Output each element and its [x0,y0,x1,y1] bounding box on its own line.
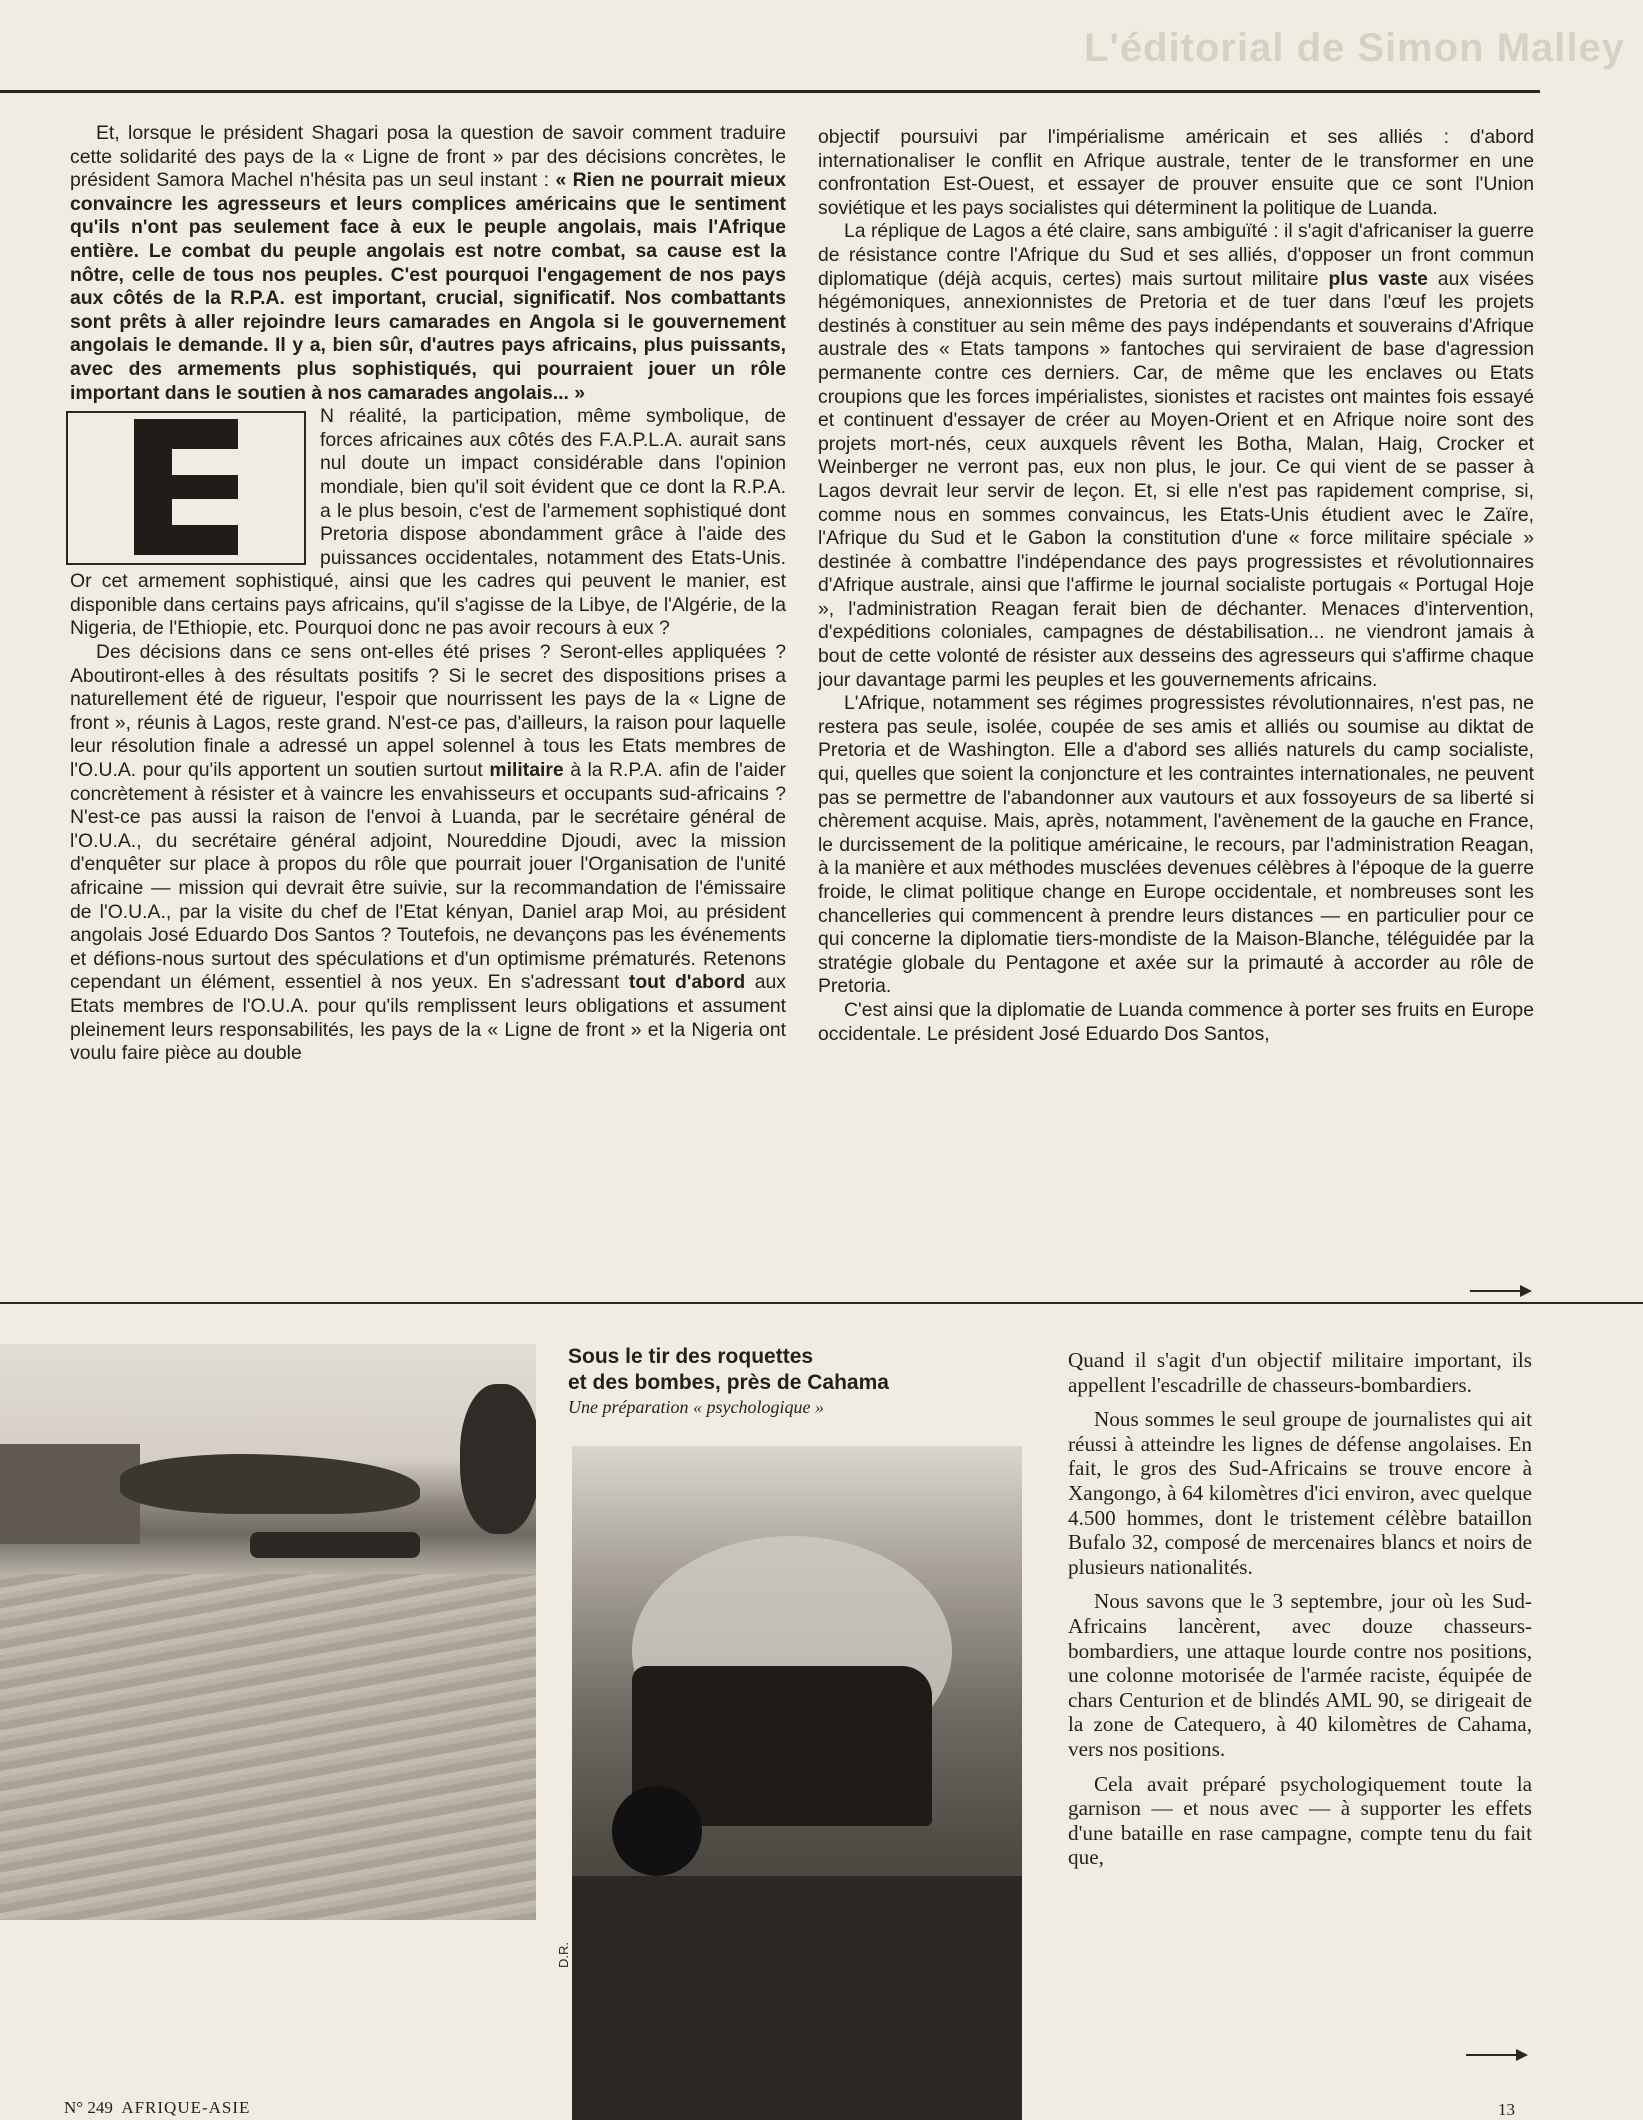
photo-burning-truck [572,1446,1022,2120]
caption-title-line-1: Sous le tir des roquettes [568,1345,814,1368]
paragraph-decisions: Des décisions dans ce sens ont-elles été prises ? Seront-elles appliquées ? Aboutiront-elles à des résultats positifs ? Si le secret des dispositions prises a naturellement été de rigueur, l'espoir que nourrissent les pays de la « Ligne de front », réunis à Lagos, reste grand. N'est-ce pas, d'ailleurs, la raison pour laquelle leur résolution finale a adressé un appel solennel à tous les Etats membres de l'O.U.A. pour qu'ils apportent un soutien surtout militaire à la R.P.A. afin de l'aider concrètement à résister et à vaincre les envahisseurs et occupants sud-africains ? N'est-ce pas aussi la raison de l'envoi à Luanda, par le secrétaire général de l'O.U.A., du secrétaire général adjoint, Noureddine Djoudi, avec la mission d'enquêter sur place à propos du rôle que pourrait jouer l'Organisation de l'unité africaine — mission qui devrait être suivie, sur la recommandation de l'émissaire de l'O.U.A., par la visite du chef de l'Etat kényan, Daniel arap Moi, au président angolais José Eduardo Dos Santos ? Toutefois, ne devançons pas les événements et défions-nous surtout des spéculations et d'un optimisme prématurés. Retenons cependant un élément, essentiel à nos yeux. En s'adressant tout d'abord aux Etats membres de l'O.U.A. pour qu'ils remplissent leurs obligations et assument pleinement leurs responsabilités, les pays de la « Ligne de front » et la Nigeria ont voulu faire pièce au double [70,641,787,1065]
page-number: 13 [1498,2100,1515,2119]
column-2 [818,126,1534,1046]
photo-credit: D.R. [556,1942,571,1968]
section-rule [0,1302,1643,1304]
paragraph-afrique: L'Afrique, notamment ses régimes progressistes révolutionnaires, n'est pas, ne restera pas seule, isolée, coupée de ses amis et alliés ou soumise au diktat de Pretoria et de Washington. Elle a d'abord ses alliés naturels du camp socialiste, qui, quelles que soient la conjoncture et les contraintes internationales, ne peuvent pas se permettre de l'abandonner aux vautours et aux fossoyeurs de sa liberté si chèrement acquise. Mais, après, notamment, l'avènement de la gauche en France, le durcissement de la politique américaine, le recours, par l'administration Reagan, à la manière et aux méthodes musclées devenues célèbres à l'époque de la guerre froide, le climat politique change en Europe occidentale, et nombreuses sont les chancelleries qui commencent à prendre leurs distances — en particulier pour ce qui concerne la diplomatie tiers-mondiste de la Maison-Blanche, téléguidée par la stratégie globale du Pentagone et axée sur la primauté à accorder au rôle de Pretoria. [818,692,1534,998]
column-3 [1068,1348,1532,1880]
footer-issue: N° 249 AFRIQUE-ASIE [64,2098,251,2117]
caption-subtitle: Une préparation « psychologique » [568,1397,824,1417]
paragraph-replique: La réplique de Lagos a été claire, sans ambiguïté : il s'agit d'africaniser la guerre de résistance contre l'Afrique du Sud et ses alliés, d'opposer un front commun diplomatique (déjà acquis, certes) mais surtout militaire plus vaste aux visées hégémoniques, annexionnistes de Pretoria et de tuer dans l'œuf les projets destinés à constituer au sein même des pays indépendants et souverains d'Afrique australe des « Etats tampons » fantoches qui serviraient de base d'agression permanente contre ces derniers. Car, de même que les enclaves ou Etats croupions que les forces impérialistes, sionistes et racistes ont maintes fois essayé et continuent d'essayer de créer au Moyen-Orient et en Afrique noire sont des projets mort-nés, ceux auxquels rêvent les Botha, Malan, Haig, Crocker et Weinberger ne verront pas, eux non plus, le jour. Ce qui vient de se passer à Lagos devrait leur servir de leçon. Et, si elle n'est pas rapidement comprise, si, comme nous en sommes convaincus, les Etats-Unis étudient avec le Zaïre, l'Afrique du Sud et le Gabon la constitution d'une « force militaire spéciale » destinée à combattre l'indépendance des pays progressistes et révolutionnaires d'Afrique australe, ainsi que l'affirme le journal socialiste portugais « Portugal Hoje », l'administration Reagan ferait bien de déchanter. Menaces d'intervention, d'expéditions coloniales, campagnes de déstabilisation... ne viendront jamais à bout de cette volonté de résister aux desseins des agresseurs qui s'affirme chaque jour davantage parmi les peuples et les gouvernements africains. [818,220,1534,691]
column-1 [70,122,786,1066]
paragraph-journalistes: Nous sommes le seul groupe de journalistes qui ait réussi à atteindre les lignes de défense angolaises. En fait, le gros des Sud-Africains se trouve encore à Xangongo, à 64 kilomètres d'ici environ, avec quelque 4.500 hommes, dont le tristement célèbre bataillon Bufalo 32, composé de mercenaires blancs et noirs de plusieurs nationalités. [1068,1407,1532,1579]
continue-arrow-icon [1470,1290,1530,1292]
top-rule [0,90,1540,93]
caption-title-line-2: et des bombes, près de Cahama [568,1371,889,1394]
paragraph-realite: N réalité, la participation, même symbolique, de forces africaines aux côtés des F.A.P.L.A. aurait sans nul doute un impact considérable dans l'opinion mondiale, bien qu'il soit évident que ce dont la R.P.A. a le plus besoin, c'est de l'armement sophistiqué dont Pretoria dispose abondamment grâce à l'aide des puissances occidentales, notamment des Etats-Unis. Or cet armement sophistiqué, ainsi que les cadres qui peuvent le manier, est disponible dans certains pays africains, qu'il s'agisse de la Libye, de l'Algérie, de la Nigeria, de l'Ethiopie, etc. Pourquoi donc ne pas avoir recours à eux ? [70,405,786,640]
paragraph-3-septembre: Nous savons que le 3 septembre, jour où les Sud-Africains lancèrent, avec douze chasseurs-bombardiers, une attaque lourde contre nos positions, une colonne motorisée de l'armée raciste, équipée de chars Centurion et de blindés AML 90, se dirigeait de la zone de Catequero, à 40 kilomètres de Cahama, vers nos positions. [1068,1589,1532,1761]
continue-arrow-icon-2 [1466,2054,1526,2056]
paragraph-garnison: Cela avait préparé psychologiquement toute la garnison — et nous avec — à supporter les effets d'une bataille en rase campagne, compte tenu du fait que, [1068,1771,1532,1870]
drop-cap-letter [134,419,238,555]
photo-caption [568,1344,998,1418]
paragraph-objectif: objectif poursuivi par l'impérialisme américain et ses alliés : d'abord internationaliser le conflit en Afrique australe, tenter de le transformer en une confrontation Est-Ouest, et essayer de prouver ensuite que ce sont l'Union soviétique et les pays socialistes qui déterminent la politique de Luanda. [818,126,1534,219]
paragraph-machel-quote: Et, lorsque le président Shagari posa la question de savoir comment traduire cette solidarité des pays de la « Ligne de front » par des décisions concrètes, le président Samora Machel n'hésita pas un seul instant : « Rien ne pourrait mieux convaincre les agresseurs et leurs complices américains que le sentiment qu'ils n'ont pas seulement face à eux le peuple angolais, mais l'Afrique entière. Le combat du peuple angolais est notre combat, sa cause est la nôtre, celle de tous nos peuples. C'est pourquoi l'engagement de nos pays aux côtés de la R.P.A. est important, crucial, significatif. Nos combattants sont prêts à aller rejoindre leurs camarades en Angola si le gouvernement angolais le demande. Il y a, bien sûr, d'autres pays africains, plus puissants, avec des armements plus sophistiqués, qui pourraient jouer un rôle important dans le soutien à nos camarades angolais... » [70,122,786,404]
photo-destroyed-village [0,1344,536,1920]
machel-quote: « Rien ne pourrait mieux convaincre les agresseurs et leurs complices américains que le sentiment qu'ils n'ont pas seulement face à eux le peuple angolais, mais l'Afrique entière. Le combat du peuple angolais est notre combat, sa cause est la nôtre, celle de tous nos peuples. C'est pourquoi l'engagement de nos pays aux côtés de la R.P.A. est important, crucial, significatif. Nos combattants sont prêts à aller rejoindre leurs camarades en Angola si le gouvernement angolais le demande. Il y a, bien sûr, d'autres pays africains, plus puissants, avec des armements plus sophistiqués, qui pourraient jouer un rôle important dans le soutien à nos camarades angolais... » [70,169,786,404]
ghost-header-title: L'éditorial de Simon Malley [1083,26,1625,70]
paragraph-objectif-militaire: Quand il s'agit d'un objectif militaire important, ils appellent l'escadrille de chasseurs-bombardiers. [1068,1348,1532,1397]
drop-cap-e [66,411,306,565]
paragraph-diplomatie: C'est ainsi que la diplomatie de Luanda commence à porter ses fruits en Europe occidentale. Le président José Eduardo Dos Santos, [818,998,1534,1045]
